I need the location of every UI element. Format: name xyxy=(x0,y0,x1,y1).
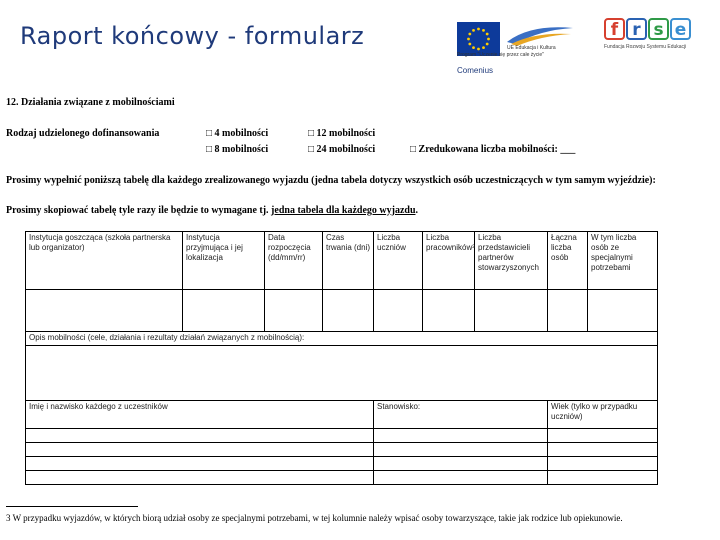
participant-name-cell[interactable] xyxy=(26,443,374,457)
participant-age-cell[interactable] xyxy=(548,429,658,443)
frse-logo xyxy=(604,18,700,58)
frse-letter-f: f xyxy=(604,18,625,40)
header-staff-count: Liczba pracowników³ xyxy=(423,232,475,290)
page-title: Raport końcowy - formularz xyxy=(20,22,365,50)
input-special-needs[interactable] xyxy=(588,290,658,332)
frse-subtitle: Fundacja Rozwoju Systemu Edukacji xyxy=(604,44,687,50)
instruction-copy-pre: Prosimy skopiować tabelę tyle razy ile będzie to wymagane tj. xyxy=(6,205,272,216)
frse-letter-e: e xyxy=(670,18,691,40)
eu-star-icon xyxy=(486,33,489,36)
header-students-count: Liczba uczniów xyxy=(374,232,423,290)
eu-star-icon xyxy=(468,43,471,46)
header-host-institution: Instytucja goszcząca (szkoła partnerska lub organizator) xyxy=(26,232,183,290)
input-receiving-institution[interactable] xyxy=(183,290,265,332)
footnote-3: 3 W przypadku wyjazdów, w których biorą udział osoby ze specjalnymi potrzebami, w tej kolumnie należy wpisać osoby towarzyszące, takie jak rodzice lub opiekunowie. xyxy=(6,513,623,523)
instruction-copy-underlined: jedna tabela dla każdego wyjazdu xyxy=(271,205,416,216)
eu-star-icon xyxy=(477,28,480,31)
option-4-mobilities[interactable]: □ 4 mobilności xyxy=(206,128,269,139)
participant-name-cell[interactable] xyxy=(26,471,374,485)
participant-name-cell[interactable] xyxy=(26,457,374,471)
position-label: Stanowisko: xyxy=(374,401,548,429)
llp-line2: Program "Uczenie się przez całe życie" xyxy=(457,52,544,58)
header-associated-partners: Liczba przedstawicieli partnerów stowarzyszonych xyxy=(475,232,548,290)
input-staff-count[interactable] xyxy=(423,290,475,332)
participant-age-cell[interactable] xyxy=(548,471,658,485)
input-students-count[interactable] xyxy=(374,290,423,332)
mobility-table xyxy=(25,231,658,485)
input-total-count[interactable] xyxy=(548,290,588,332)
participant-position-cell[interactable] xyxy=(374,443,548,457)
header-start-date: Data rozpoczęcia (dd/mm/rr) xyxy=(265,232,323,290)
frse-letter-r: r xyxy=(626,18,647,40)
header-duration: Czas trwania (dni) xyxy=(323,232,374,290)
footnote-divider xyxy=(6,506,138,507)
eu-star-icon xyxy=(477,48,480,51)
input-host-institution[interactable] xyxy=(26,290,183,332)
description-input[interactable] xyxy=(26,346,658,401)
participant-position-cell[interactable] xyxy=(374,429,548,443)
eu-star-icon xyxy=(487,38,490,41)
instruction-copy-table xyxy=(6,205,712,217)
participant-age-cell[interactable] xyxy=(548,443,658,457)
participants-name-label: Imię i nazwisko każdego z uczestników xyxy=(26,401,374,429)
eu-stars-icon xyxy=(457,22,500,56)
frse-letter-s: s xyxy=(648,18,669,40)
section-heading: 12. Działania związane z mobilnościami xyxy=(6,97,175,108)
participant-age-cell[interactable] xyxy=(548,457,658,471)
eu-star-icon xyxy=(467,38,470,41)
option-24-mobilities[interactable]: □ 24 mobilności xyxy=(308,144,376,155)
eu-star-icon xyxy=(472,29,475,32)
eu-star-icon xyxy=(482,29,485,32)
instruction-copy-post: . xyxy=(415,205,418,216)
header-special-needs: W tym liczba osób ze specjalnymi potrzebami xyxy=(588,232,658,290)
age-label: Wiek (tylko w przypadku uczniów) xyxy=(548,401,658,429)
header-total-count: Łączna liczba osób xyxy=(548,232,588,290)
eu-star-icon xyxy=(472,46,475,49)
eu-star-icon xyxy=(468,33,471,36)
eu-flag-logo xyxy=(457,22,500,56)
input-duration[interactable] xyxy=(323,290,374,332)
comenius-label: Comenius xyxy=(457,66,494,75)
input-associated-partners[interactable] xyxy=(475,290,548,332)
llp-logo xyxy=(457,22,575,58)
option-8-mobilities[interactable]: □ 8 mobilności xyxy=(206,144,269,155)
eu-star-icon xyxy=(486,43,489,46)
llp-line1: UE Edukacja i Kultura xyxy=(507,45,556,51)
participant-name-cell[interactable] xyxy=(26,429,374,443)
option-reduced-mobilities[interactable]: □ Zredukowana liczba mobilności: ___ xyxy=(410,144,576,155)
eu-star-icon xyxy=(482,46,485,49)
description-label: Opis mobilności (cele, działania i rezultaty działań związanych z mobilnością): xyxy=(26,332,658,346)
participant-position-cell[interactable] xyxy=(374,457,548,471)
instruction-fill-table: Prosimy wypełnić poniższą tabelę dla każdego zrealizowanego wyjazdu (jedna tabela dotyczy wszystkich osób uczestniczących w tym samym wyjeździe): xyxy=(6,175,656,186)
header-receiving-institution: Instytucja przyjmująca i jej lokalizacja xyxy=(183,232,265,290)
funding-label: Rodzaj udzielonego dofinansowania xyxy=(6,128,160,139)
input-start-date[interactable] xyxy=(265,290,323,332)
option-12-mobilities[interactable]: □ 12 mobilności xyxy=(308,128,376,139)
participant-position-cell[interactable] xyxy=(374,471,548,485)
